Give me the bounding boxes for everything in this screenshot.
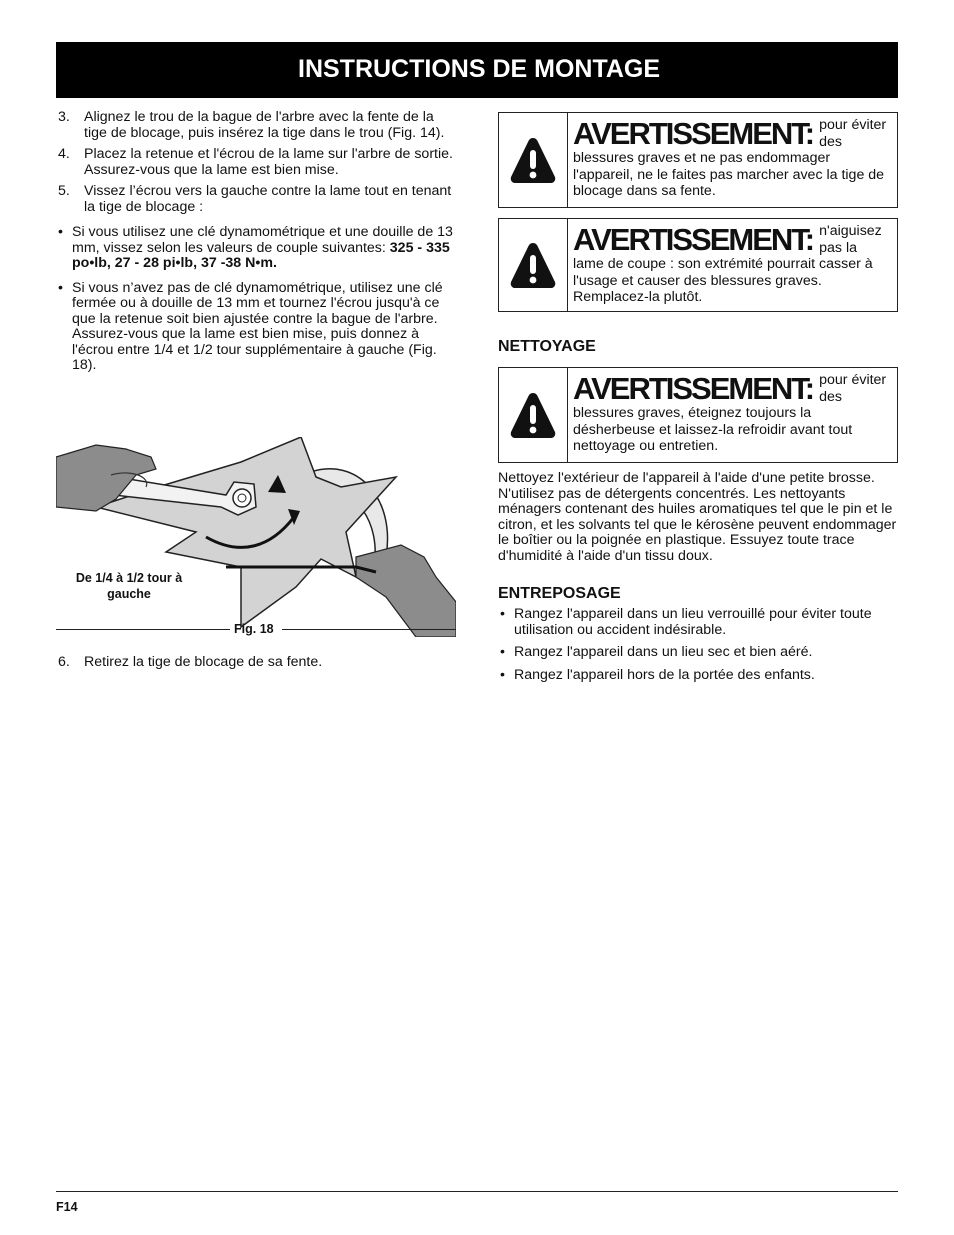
- step-text: Alignez le trou de la bague de l'arbre avec la fente de la tige de blocage, puis insérez la tige dans le trou (Fig. 14).: [84, 109, 445, 141]
- warning-icon-cell: [499, 113, 568, 207]
- warning-text-block: [568, 219, 897, 311]
- caption-rule-right: [282, 629, 456, 630]
- step-4: [56, 147, 456, 178]
- bullet-dot: •: [500, 644, 505, 660]
- bullet-dot: •: [500, 666, 505, 683]
- step-number: 5.: [58, 183, 70, 199]
- figure-caption: Fig. 18: [234, 622, 274, 636]
- step-text: Placez la retenue et l'écrou de la lame sur l'arbre de sortie. Assurez-vous que la lame est bien mise.: [84, 146, 453, 178]
- warning-lead: pour éviter des: [819, 117, 887, 150]
- right-column: [498, 112, 898, 690]
- page-title: INSTRUCTIONS DE MONTAGE: [298, 55, 661, 83]
- storage-item-text: Rangez l'appareil dans un lieu sec et bien aéré.: [514, 644, 813, 660]
- warning-box-sharpening: [498, 218, 898, 312]
- warning-lead: pour éviter des: [819, 372, 887, 405]
- step-text: Vissez l’écrou vers la gauche contre la lame tout en tenant la tige de blocage :: [84, 183, 452, 215]
- section-header: [56, 42, 898, 98]
- left-column: [56, 109, 456, 670]
- step-text: Retirez la tige de blocage de sa fente.: [84, 654, 323, 670]
- torque-values: 325 - 335 po•lb, 27 - 28 pi•lb, 37 -38 N•m.: [72, 239, 450, 271]
- warning-heading: AVERTISSEMENT:: [573, 371, 814, 406]
- storage-title: ENTREPOSAGE: [498, 585, 621, 602]
- bullet-dot: •: [500, 606, 505, 622]
- cleaning-title: NETTOYAGE: [498, 338, 596, 355]
- storage-item-text: Rangez l'appareil dans un lieu verrouillé pour éviter toute utilisation ou accident indésirable.: [514, 606, 872, 638]
- bullet-dot: •: [58, 279, 63, 296]
- bullet-text: Si vous n’avez pas de clé dynamométrique, utilisez une clé fermée ou à douille de 13 mm et tournez l'écrou jusqu'à ce que la retenue soit bien ajustée contre la bague de l'arbre. Assurez-vous que la lame est bien mise, puis donnez à l'écrou entre 1/4 et 1/2 tour supplémentaire à gauche (Fig. 18).: [72, 279, 443, 373]
- bullet-dot: •: [58, 224, 63, 240]
- warning-icon-cell: [499, 368, 568, 462]
- warning-body: lame de coupe : son extrémité pourrait casser à l'usage et causer des blessures graves. Remplacez-la plutôt.: [573, 256, 873, 305]
- warning-icon-cell: [499, 219, 568, 311]
- torque-wrench-bullet: [56, 225, 456, 272]
- warning-body: blessures graves, éteignez toujours la désherbeuse et laissez-la refroidir avant tout nettoyage ou entretien.: [573, 405, 853, 454]
- bullet-text: Si vous utilisez une clé dynamométrique et une douille de 13 mm, vissez selon les valeurs de couple suivantes:: [72, 224, 453, 256]
- warning-triangle-icon: [509, 390, 557, 440]
- warning-text-block: [568, 113, 897, 207]
- footer-rule: [56, 1191, 898, 1192]
- warning-box-cleaning: [498, 367, 898, 463]
- warning-triangle-icon: [509, 135, 557, 185]
- warning-heading: AVERTISSEMENT:: [573, 222, 814, 257]
- step-6: [56, 655, 484, 671]
- step-5: [56, 184, 456, 215]
- warning-lead: n'aiguisez pas la: [819, 223, 882, 256]
- storage-item-text: Rangez l'appareil hors de la portée des enfants.: [514, 666, 815, 683]
- cleaning-body: Nettoyez l'extérieur de l'appareil à l'aide d'une petite brosse. N'utilisez pas de détergents concentrés. Les nettoyants ménagers contenant des huiles aromatiques tel que le pin et le citron, et les solvants tel que le kérosène peuvent endommager le boîtier ou la poignée en plastique. Essuyez toute trace d'humidité à l'aide d'un tissu doux.: [498, 470, 897, 564]
- step-3: [56, 110, 456, 141]
- warning-body: blessures graves et ne pas endommager l'appareil, ne le faites pas marcher avec la tige de blocage dans sa fente.: [573, 150, 885, 199]
- rotation-label: De 1/4 à 1/2 tour à gauche: [75, 571, 183, 601]
- warning-text-block: [568, 368, 897, 462]
- caption-rule-left: [56, 629, 230, 630]
- storage-item: [498, 668, 898, 684]
- page-number: F14: [56, 1200, 78, 1214]
- figure-18-illustration: [56, 437, 456, 637]
- step-number: 4.: [58, 146, 70, 162]
- no-torque-wrench-bullet: [56, 281, 456, 374]
- storage-item: [498, 645, 898, 661]
- step-number: 6.: [58, 654, 70, 670]
- storage-item: [498, 607, 898, 638]
- step-number: 3.: [58, 109, 70, 125]
- warning-triangle-icon: [509, 240, 557, 290]
- warning-heading: AVERTISSEMENT:: [573, 116, 814, 151]
- warning-box-locking-pin: [498, 112, 898, 208]
